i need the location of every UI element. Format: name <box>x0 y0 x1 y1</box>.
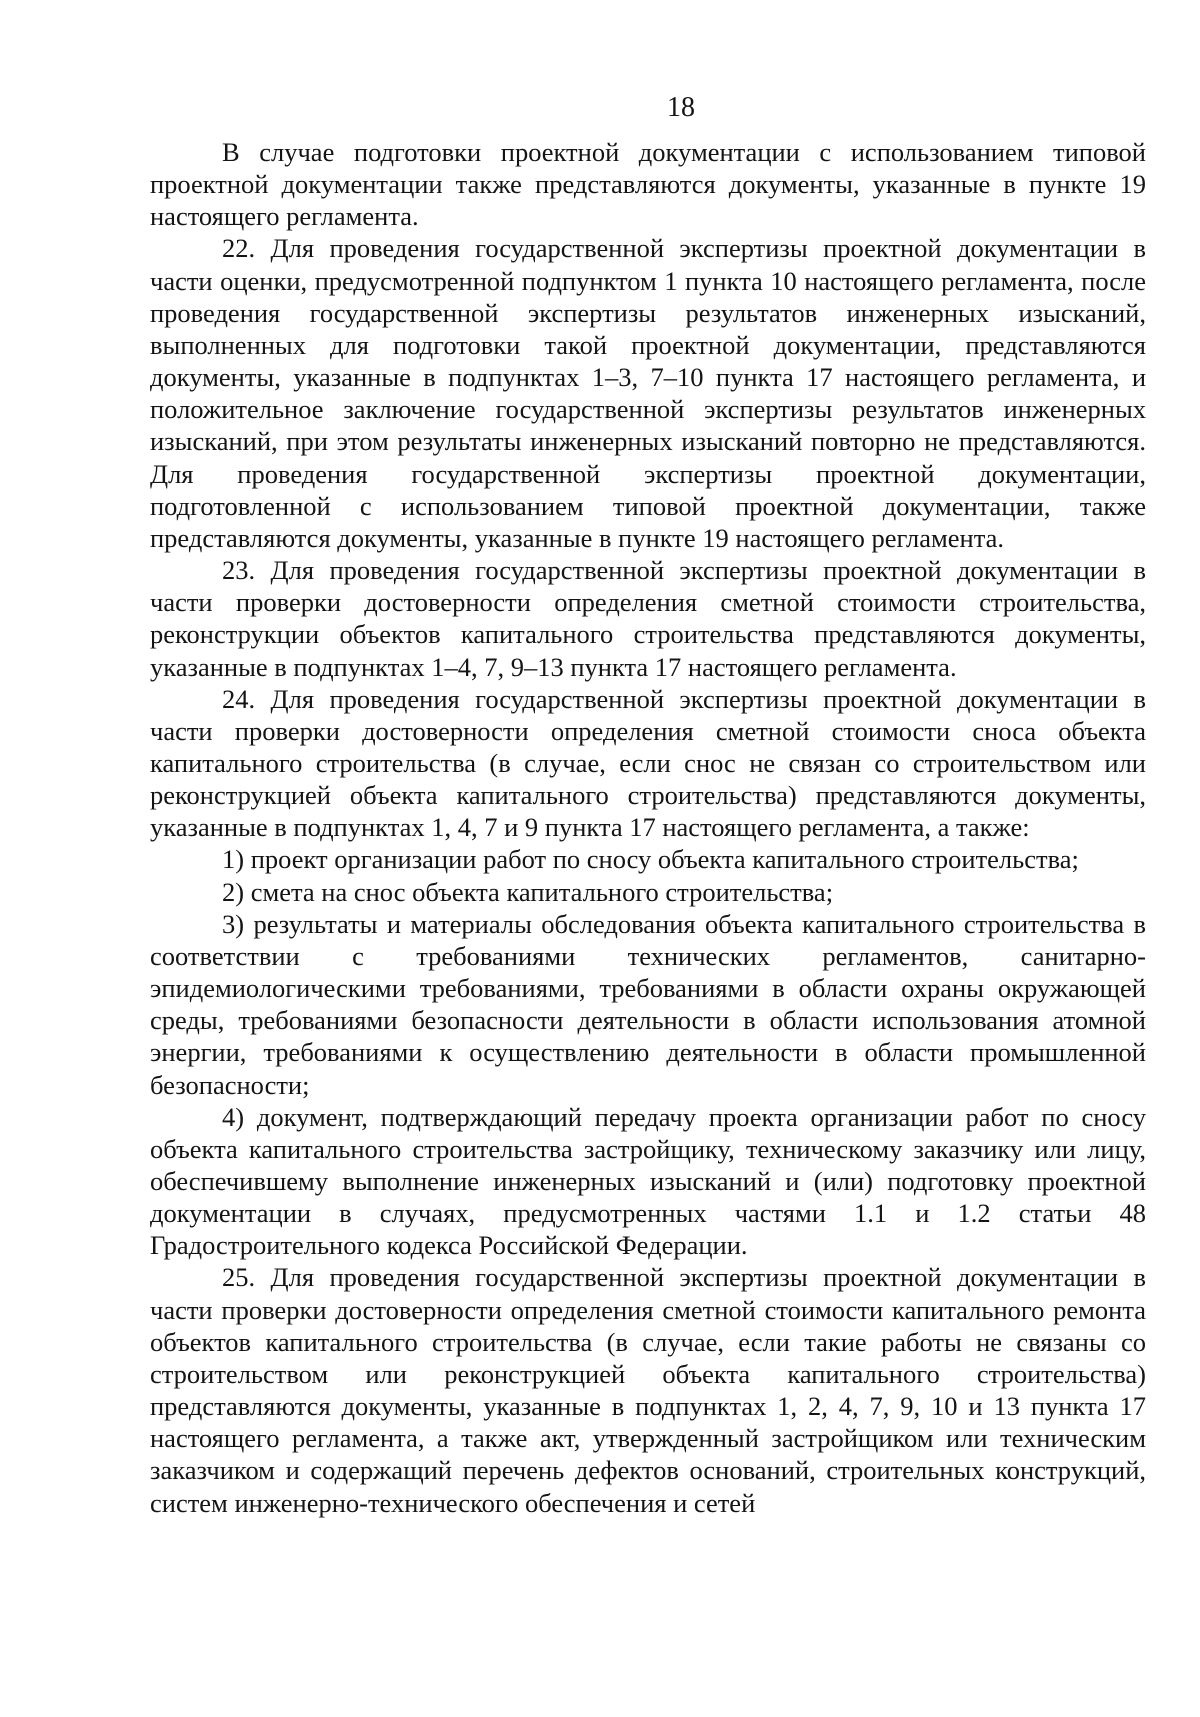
paragraph-24: 24. Для проведения государственной экспертизы проектной документации в части проверки достоверности определения сметной стоимости сноса объекта капитального строительства (в случае, если снос не связан со строительством или реконструкцией объекта капитального строительства) представляются документы, указанные в подпунктах 1, 4, 7 и 9 пункта 17 настоящего регламента, а также: <box>150 683 1146 843</box>
paragraph-typical-docs: В случае подготовки проектной документации с использованием типовой проектной документации также представляются документы, указанные в пункте 19 настоящего регламента. <box>150 137 1146 232</box>
document-body <box>150 136 1146 1519</box>
paragraph-23: 23. Для проведения государственной экспертизы проектной документации в части проверки достоверности определения сметной стоимости строительства, реконструкции объектов капитального строительства представляются документы, указанные в подпунктах 1–4, 7, 9–13 пункта 17 настоящего регламента. <box>150 555 1146 682</box>
paragraph-25: 25. Для проведения государственной экспертизы проектной документации в части проверки достоверности определения сметной стоимости капитального ремонта объектов капитального строительства (в случае, если такие работы не связаны со строительством или реконструкцией объекта капитального строительства) представляются документы, указанные в подпунктах 1, 2, 4, 7, 9, 10 и 13 пункта 17 настоящего регламента, а также акт, утвержденный застройщиком или техническим заказчиком и содержащий перечень дефектов оснований, строительных конструкций, систем инженерно-технического обеспечения и сетей <box>150 1262 1146 1518</box>
list-item-4: 4) документ, подтверждающий передачу проекта организации работ по сносу объекта капитального строительства застройщику, техническому заказчику или лицу, обеспечившему выполнение инженерных изысканий и (или) подготовку проектной документации в случаях, предусмотренных частями 1.1 и 1.2 статьи 48 Градостроительного кодекса Российской Федерации. <box>150 1101 1146 1261</box>
page-number: 18 <box>667 92 695 123</box>
paragraph-22: 22. Для проведения государственной экспертизы проектной документации в части оценки, предусмотренной подпунктом 1 пункта 10 настоящего регламента, после проведения государственной экспертизы результатов инженерных изысканий, выполненных для подготовки такой проектной документации, представляются документы, указанные в подпунктах 1–3, 7–10 пункта 17 настоящего регламента, и положительное заключение государственной экспертизы результатов инженерных изысканий, при этом результаты инженерных изысканий повторно не представляются. Для проведения государственной экспертизы проектной документации, подготовленной с использованием типовой проектной документации, также представляются документы, указанные в пункте 19 настоящего регламента. <box>150 233 1146 553</box>
list-item-1: 1) проект организации работ по сносу объекта капитального строительства; <box>222 844 1079 875</box>
list-item-3: 3) результаты и материалы обследования объекта капитального строительства в соответствии с требованиями технических регламентов, санитарно-эпидемиологическими требованиями, требованиями в области охраны окружающей среды, требованиями безопасности деятельности в области использования атомной энергии, требованиями к осуществлению деятельности в области промышленной безопасности; <box>150 908 1146 1100</box>
list-item-2: 2) смета на снос объекта капитального строительства; <box>222 876 834 907</box>
